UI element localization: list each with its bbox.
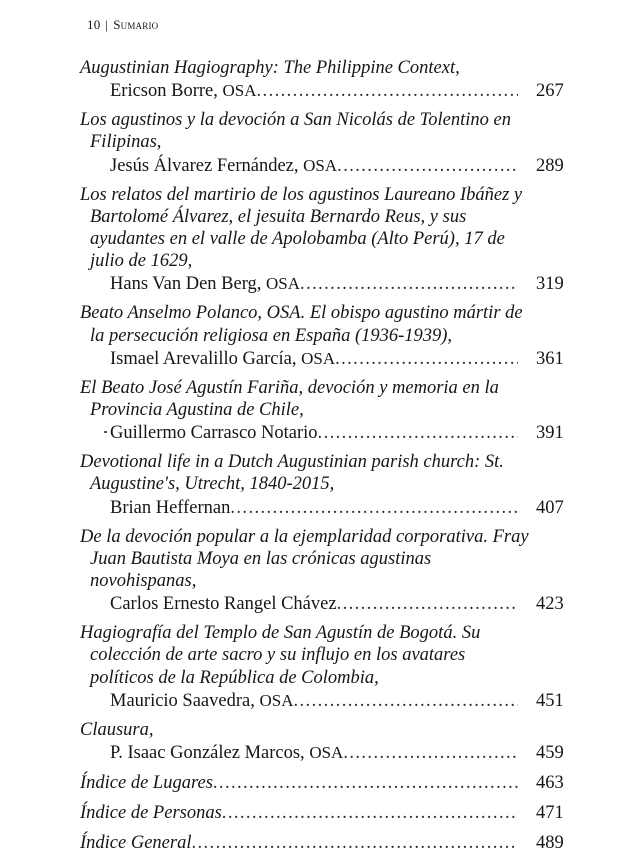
entry-title: Hagiografía del Templo de San Agustín de Bogotá. Su colección de arte sacro y su influjo en los avatares políticos de la República de Colombia, xyxy=(80,623,481,688)
entry-order: OSA xyxy=(259,690,294,710)
toc-entry[interactable] xyxy=(80,109,562,177)
entry-page: 459 xyxy=(536,743,564,764)
entry-title: Beato Anselmo Polanco, OSA. El obispo agustino mártir de la persecución religiosa en España (1936-1939), xyxy=(80,303,523,346)
entry-title: Los agustinos y la devoción a San Nicolás de Tolentino en Filipinas, xyxy=(80,110,511,153)
entry-order: OSA xyxy=(222,81,257,101)
toc-entry[interactable] xyxy=(80,526,562,617)
entry-title: El Beato José Agustín Fariña, devoción y memoria en la Provincia Agustina de Chile, xyxy=(80,377,499,421)
entry-page: 423 xyxy=(536,594,564,615)
entry-page: 391 xyxy=(536,423,564,444)
entry-page: 451 xyxy=(536,690,564,711)
index-label: Índice de Lugares xyxy=(80,773,213,794)
entry-author: Jesús Álvarez Fernández, xyxy=(110,155,299,176)
toc-entry[interactable] xyxy=(80,719,562,765)
entry-author: Mauricio Saavedra, xyxy=(110,690,255,711)
index-entry[interactable] xyxy=(80,801,562,825)
entry-page: 319 xyxy=(536,274,564,295)
toc-entry[interactable] xyxy=(80,451,562,519)
dot-leader xyxy=(222,801,518,825)
entry-author: Carlos Ernesto Rangel Chávez xyxy=(110,594,337,615)
entry-order: OSA xyxy=(301,348,336,368)
index-label: Índice de Personas xyxy=(80,803,222,824)
entry-author: Brian Heffernan xyxy=(110,497,231,518)
toc-entry[interactable] xyxy=(80,622,562,713)
entry-author: Ericson Borre, xyxy=(110,81,218,102)
index-entry[interactable] xyxy=(80,831,562,855)
entry-author: P. Isaac González Marcos, xyxy=(110,743,305,764)
entry-page: 289 xyxy=(536,155,564,176)
table-of-contents xyxy=(80,57,562,855)
dot-leader xyxy=(337,592,518,616)
entry-order: OSA xyxy=(266,274,301,294)
index-label: Índice General xyxy=(80,833,192,854)
dot-leader xyxy=(337,154,518,178)
entry-title: De la devoción popular a la ejemplaridad corporativa. Fray Juan Bautista Moya en las crónicas agustinas novohispanas, xyxy=(80,526,529,592)
toc-entry[interactable] xyxy=(80,302,562,370)
dot-leader xyxy=(294,689,519,713)
dot-leader xyxy=(335,347,518,371)
dot-leader xyxy=(318,421,518,445)
dot-leader xyxy=(300,272,518,296)
index-entry[interactable] xyxy=(80,771,562,795)
index-page: 489 xyxy=(536,833,564,854)
index-page: 463 xyxy=(536,773,564,794)
entry-page: 407 xyxy=(536,497,564,518)
entry-title: Devotional life in a Dutch Augustinian parish church: St. Augustine's, Utrecht, 1840-2015, xyxy=(80,452,504,495)
page-number: 10 xyxy=(87,17,101,32)
entry-order: OSA xyxy=(309,743,344,763)
index-page: 471 xyxy=(536,803,564,824)
dot-leader xyxy=(343,741,518,765)
dot-leader xyxy=(257,79,518,103)
toc-entry[interactable] xyxy=(80,57,562,103)
toc-entry[interactable] xyxy=(80,377,562,445)
entry-author: Hans Van Den Berg, xyxy=(110,274,262,295)
entry-author: Guillermo Carrasco Notario xyxy=(110,423,318,444)
header-separator: | xyxy=(105,17,109,32)
entry-title: Clausura, xyxy=(80,719,154,740)
entry-page: 267 xyxy=(536,81,564,102)
entry-author: Ismael Arevalillo García, xyxy=(110,348,297,369)
dot-leader xyxy=(213,771,518,795)
running-header xyxy=(87,17,158,33)
section-title: Sumario xyxy=(113,17,159,32)
stray-mark xyxy=(104,431,107,433)
dot-leader xyxy=(191,831,518,855)
toc-entry[interactable] xyxy=(80,184,562,297)
entry-page: 361 xyxy=(536,348,564,369)
dot-leader xyxy=(230,496,518,520)
entry-title: Augustinian Hagiography: The Philippine Context, xyxy=(80,58,460,78)
entry-order: OSA xyxy=(303,155,338,175)
entry-title: Los relatos del martirio de los agustinos Laureano Ibáñez y Bartolomé Álvarez, el jesuita Bernardo Reus, y sus ayudantes en el valle de Apolobamba (Alto Perú), 17 de julio de 1629, xyxy=(80,184,523,272)
